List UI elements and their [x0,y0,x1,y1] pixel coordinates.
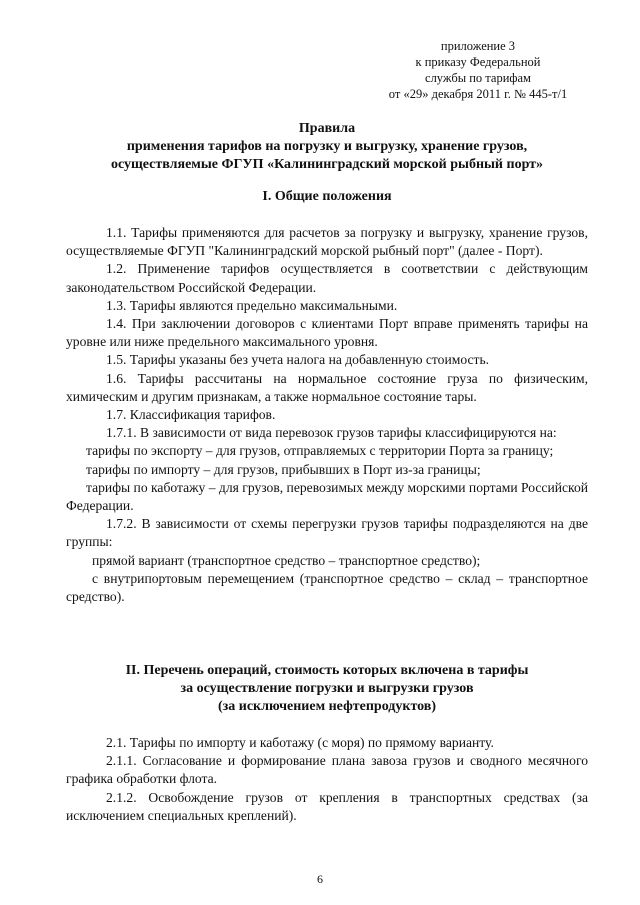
title-line: осуществляемые ФГУП «Калининградский морской рыбный порт» [110,157,544,172]
document-title [66,120,588,174]
paragraph: 1.7.2. В зависимости от схемы перегрузки грузов тарифы подразделяются на две группы: [66,516,588,550]
appendix-line: к приказу Федеральной [415,55,541,69]
section-2-body [66,734,588,825]
paragraph: 1.2. Применение тарифов осуществляется в соответствии с действующим законодательством Российской Федерации. [66,261,588,295]
paragraph: 1.3. Тарифы являются предельно максимальными. [106,297,398,313]
paragraph: 1.1. Тарифы применяются для расчетов за погрузку и выгрузку, хранение грузов, осуществляемые ФГУП "Калининградский морской рыбный порт" (далее - Порт). [66,225,588,259]
paragraph: с внутрипортовым перемещением (транспортное средство – склад – транспортное средство). [66,570,588,605]
paragraph: тарифы по импорту – для грузов, прибывших в Порт из-за границы; [86,461,481,477]
section-2-heading-line: (за исключением нефтепродуктов) [217,699,437,714]
section-1-body [66,224,588,606]
paragraph: тарифы по каботажу – для грузов, перевозимых между морскими портами Российской Федерации. [66,479,589,514]
paragraph: 2.1. Тарифы по импорту и каботажу (с моря) по прямому варианту. [106,735,494,750]
title-line: применения тарифов на погрузку и выгрузку, хранение грузов, [126,139,528,154]
section-1-heading [66,188,588,206]
appendix-note [368,38,588,102]
section-2-heading-line: II. Перечень операций, стоимость которых включена в тарифы [125,663,529,678]
paragraph: прямой вариант (транспортное средство – транспортное средство); [92,552,481,568]
appendix-line: приложение 3 [440,39,516,53]
paragraph: 2.1.1. Согласование и формирование плана завоза грузов и сводного месячного графика обработки флота. [66,753,588,787]
paragraph: 1.6. Тарифы рассчитаны на нормальное состояние груза по физическим, химическим и другим признакам, а также нормальное состояние тары. [66,370,588,404]
paragraph: 1.7. Классификация тарифов. [106,407,276,423]
paragraph: 1.4. При заключении договоров с клиентами Порт вправе применять тарифы на уровне или ниже предельного максимального уровня. [66,316,588,350]
appendix-line: от «29» декабря 2011 г. № 445-т/1 [388,87,568,101]
paragraph: тарифы по экспорту – для грузов, отправляемых с территории Порта за границу; [86,443,554,459]
paragraph: 1.5. Тарифы указаны без учета налога на добавленную стоимость. [106,352,490,368]
section-2-heading-line: за осуществление погрузки и выгрузки грузов [180,681,474,696]
page-number: 6 [317,872,323,886]
section-2-heading [66,662,588,716]
paragraph: 2.1.2. Освобождение грузов от крепления в транспортных средствах (за исключением специальных креплений). [66,789,588,823]
section-1-heading-text: I. Общие положения [262,189,392,204]
paragraph: 1.7.1. В зависимости от вида перевозок грузов тарифы классифицируются на: [106,425,557,441]
appendix-line: службы по тарифам [425,71,531,85]
title-line: Правила [298,121,356,136]
